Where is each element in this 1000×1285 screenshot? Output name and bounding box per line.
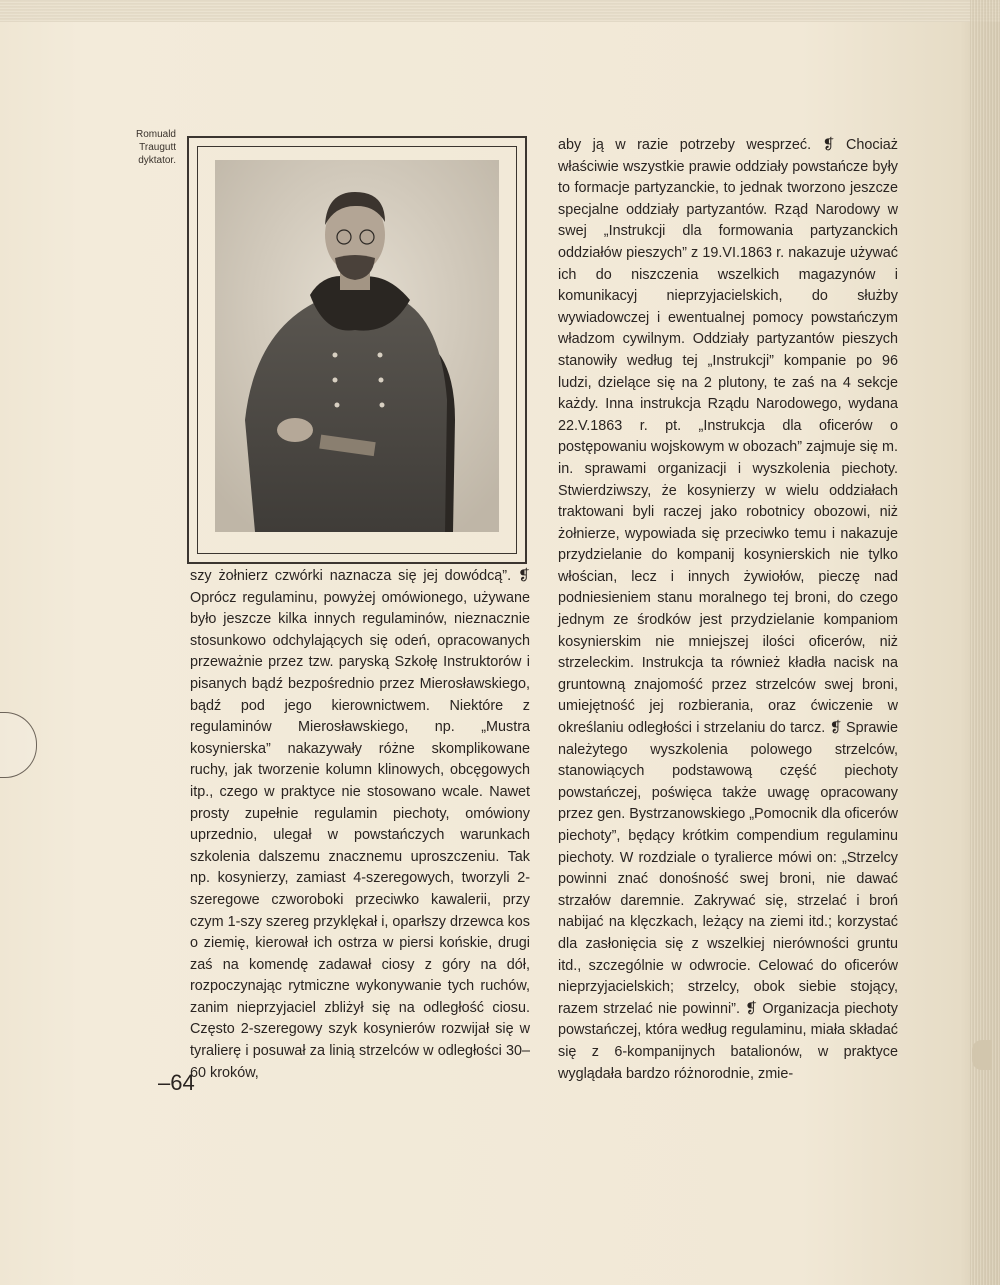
- page-stack-right-edge: [970, 0, 1000, 1285]
- hands: [277, 418, 313, 442]
- text-column-right: [558, 135, 898, 1085]
- text-column-left: [190, 566, 530, 1084]
- thumb-index-notch: [972, 1040, 992, 1070]
- left-column-text: szy żołnierz czwórki naznacza się jej dowódcą”. ❡ Oprócz regulaminu, powyżej omówionego, używane było jeszcze kilka innych regulaminów, nieznacznie stosunkowo odchylających się odeń, opracowanych przeważnie przez tzw. paryską Szkołę Instruktorów i pisanych bądź bezpośrednio przez Mierosławskiego, bądź pod jego kierownictwem. Niektóre z regulaminów Mierosławskiego, np. „Mustra kosynierska” nakazywały różne skomplikowane ruchy, jak tworzenie kolumn klinowych, obcęgowych itp., czego w praktyce nie stosowano wcale. Nawet prosty zupełnie regulamin piechoty, omówiony uprzednio, ulegał w powstańczych warunkach szkolenia dalszemu znacznemu uproszczeniu. Tak np. kosynierzy, zamiast 4-szeregowych, tworzyli 2-szeregowe czworoboki przeciwko kawalerii, przy czym 1-szy szereg przyklękał i, oparłszy drzewca kos o ziemię, kierował ich ostrza w piersi końskie, drugi zaś na komendę zadawał ciosy z góry na dół, rozpoczynając rytmiczne wykonywanie tych ruchów, zanim nieprzyjaciel zbliżył się na odległość ciosu. Często 2-szeregowy szyk kosynierów rozwijał się w tyralierę i posuwał za linią strzelców w odległości 30–60 kroków,: [190, 568, 530, 1081]
- margin-caption: Romuald Traugutt dyktator.: [135, 129, 176, 166]
- page-number: –64: [158, 1070, 195, 1095]
- right-column-text: aby ją w razie potrzeby wesprzeć. ❡ Chociaż właściwie wszystkie prawie oddziały powstańcze były to formacje partyzanckie, to jednak tworzono jeszcze specjalne oddziały partyzantów. Rząd Narodowy w swej „Instrukcji dla formowania partyzanckich oddziałów pieszych” z 19.VI.1863 r. nakazuje używać ich do niszczenia wszelkich magazynów i komunikacyj nieprzyjacielskich, do służby wywiadowczej i ewentualnej pomocy powstańczym władzom cywilnym. Oddziały partyzantów pieszych stanowiły według tej „Instrukcji” kompanie po 96 ludzi, dzielące się na 2 plutony, te zaś na 4 sekcje każdy. Inna instrukcja Rządu Narodowego, wydana 22.V.1863 r. pt. „Instrukcja dla oficerów o postępowaniu wojskowym w obozach” zajmuje się m. in. sprawami organizacji i wyszkolenia piechoty. Stwierdziwszy, że kosynierzy w wielu oddziałach traktowani byli raczej jako robotnicy obozowi, niż żołnierze, wypowiada się przeciwko temu i nakazuje przydzielanie do kompanij kosynierskich nie tylko włościan, lecz i innych żywiołów, pieczę nad podniesieniem stanu moralnego tej broni, do czego jednym ze środków jest przydzielanie kompaniom kosynierskim nie mniejszej ilości oficerów, niż strzeleckim. Instrukcja ta również kładła nacisk na gruntowną znajomość przez strzelców swej broni, umiejętność jej rozbierania, oraz ćwiczenie w określaniu odległości i strzelaniu do tarcz. ❡ Sprawie należytego wyszkolenia polowego strzelców, stanowiących podstawową część piechoty powstańczej, poświęca także uwagę opracowany przez gen. Bystrzanowskiego „Pomocnik dla oficerów piechoty”, będący krótkim compendium regulaminu piechoty. W rozdziale o tyralierce mówi on: „Strzelcy powinni znać donośność swej broni, nie dawać strzałów daremnie. Zakrywać się, strzelać i broń nabijać na klęczkach, leżący na ziemi itd.; korzystać dla zasłonięcia się z wszelkiej nierówności gruntu itd., szczególnie w odwrocie. Celować do oficerów nieprzyjacielskich; strzelcy, obok siebie stojący, razem strzelać nie powinni”. ❡ Organizacja piechoty powstańczej, która według regulaminu, miała składać się z 6-kompanijnych batalionów, w praktyce wyglądała bardzo różnorodnie, zmie-: [558, 137, 898, 1082]
- portrait-photo: [215, 160, 499, 532]
- page-stack-top-edge: [0, 0, 1000, 22]
